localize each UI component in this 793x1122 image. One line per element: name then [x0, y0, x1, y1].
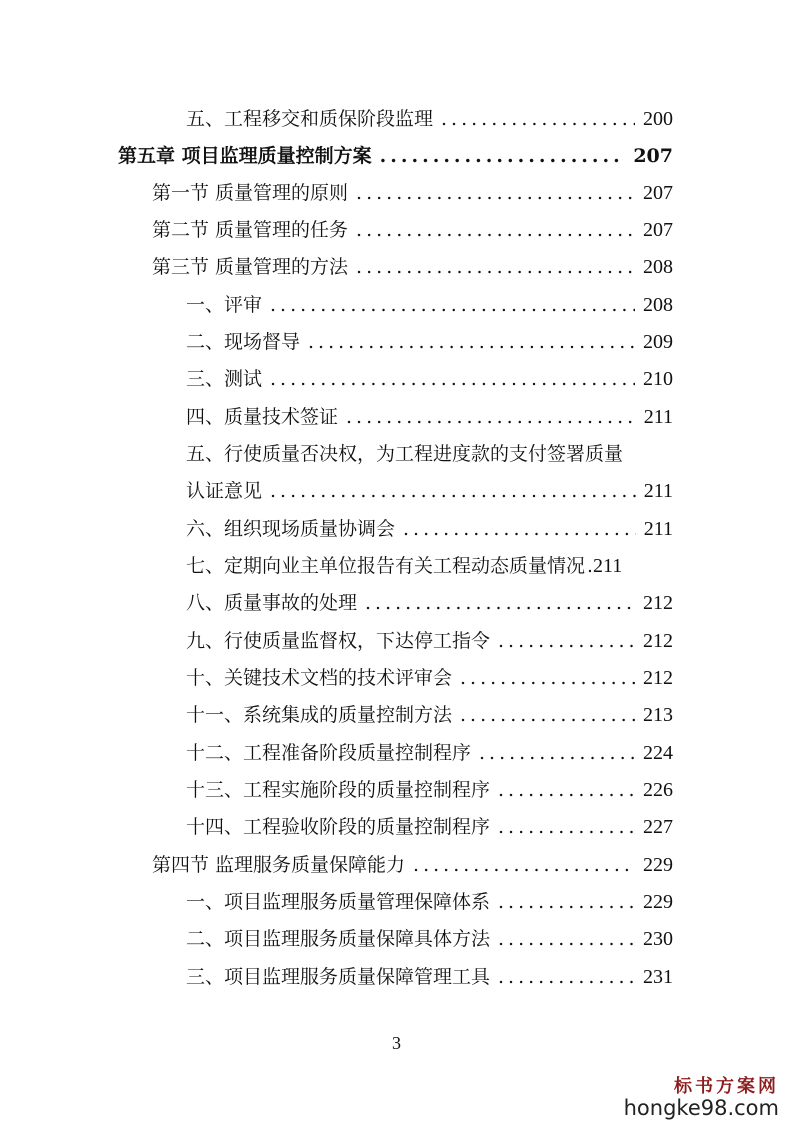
dot-leader — [498, 775, 635, 805]
toc-entry-page: 212 — [643, 592, 673, 614]
toc-entry-page: 208 — [643, 256, 673, 278]
toc-entry — [186, 327, 673, 357]
toc-section-entry — [152, 850, 673, 880]
toc-entry-page: 230 — [643, 928, 673, 950]
toc-entry-title: 二、项目监理服务质量保障具体方法 — [186, 928, 491, 950]
toc-entry — [186, 663, 673, 693]
toc-entry-title: 一、项目监理服务质量管理保障体系 — [186, 891, 491, 913]
toc-entry-title: 第二节 质量管理的任务 — [152, 219, 349, 241]
toc-entry-page: 211 — [643, 406, 673, 428]
toc-entry-title: 第一节 质量管理的原则 — [152, 182, 349, 204]
toc-entry-page: 211 — [643, 480, 673, 502]
dot-leader — [498, 812, 635, 842]
toc-entry-title: 第五章 项目监理质量控制方案 — [118, 145, 372, 167]
dot-leader — [270, 290, 635, 320]
dot-leader — [498, 626, 635, 656]
toc-entry-page: 200 — [643, 108, 673, 130]
dot-leader — [479, 738, 635, 768]
toc-entry-title: 认证意见 — [186, 480, 263, 502]
toc-entry-continuation — [186, 476, 673, 506]
toc-entry-title: 六、组织现场质量协调会 — [186, 518, 396, 540]
toc-section-entry — [152, 215, 673, 245]
toc-entry-title: 二、现场督导 — [186, 331, 301, 353]
dot-leader — [460, 700, 635, 730]
dot-leader — [587, 551, 591, 581]
dot-leader — [460, 663, 635, 693]
toc-entry-page: 227 — [643, 816, 673, 838]
dot-leader — [441, 104, 635, 134]
toc-entry-title: 四、质量技术签证 — [186, 406, 339, 428]
toc-entry-page: 207 — [633, 145, 673, 167]
toc-entry-title: 十二、工程准备阶段质量控制程序 — [186, 742, 472, 764]
toc-entry-title: 五、工程移交和质保阶段监理 — [186, 108, 434, 130]
toc-entry-page: 231 — [643, 966, 673, 988]
toc-entry-title: 九、行使质量监督权，下达停工指令 — [186, 630, 491, 652]
dot-leader — [346, 402, 636, 432]
toc-entry — [186, 551, 673, 581]
toc-entry — [186, 775, 673, 805]
toc-entry-title: 十三、工程实施阶段的质量控制程序 — [186, 779, 491, 801]
toc-entry — [186, 104, 673, 134]
toc-entry-title: 七、定期向业主单位报告有关工程动态质量情况 — [186, 555, 586, 577]
toc-entry — [186, 439, 673, 469]
dot-leader — [380, 141, 626, 171]
toc-entry-page: 229 — [643, 891, 673, 913]
toc-entry-title: 一、评审 — [186, 294, 263, 316]
toc-entry — [186, 924, 673, 954]
toc-entry-page: 211 — [593, 555, 623, 577]
watermark-logo — [624, 1072, 779, 1120]
dot-leader — [365, 588, 635, 618]
toc-section-entry — [152, 252, 673, 282]
toc-entry — [186, 514, 673, 544]
dot-leader — [413, 850, 635, 880]
toc-entry — [186, 626, 673, 656]
toc-entry — [186, 290, 673, 320]
toc-entry-page: 213 — [643, 704, 673, 726]
watermark-url-text: hongke98.com — [623, 1096, 779, 1120]
dot-leader — [270, 364, 635, 394]
toc-entry-title: 三、项目监理服务质量保障管理工具 — [186, 966, 491, 988]
toc-entry-page: 212 — [643, 667, 673, 689]
toc-entry-title: 三、测试 — [186, 368, 263, 390]
dot-leader — [403, 514, 636, 544]
toc-entry-page: 229 — [643, 854, 673, 876]
toc-entry-page: 210 — [643, 368, 673, 390]
toc-entry-title: 十四、工程验收阶段的质量控制程序 — [186, 816, 491, 838]
toc-entry-page: 207 — [643, 219, 673, 241]
toc-entry — [186, 962, 673, 992]
toc-section-entry — [152, 178, 673, 208]
toc-entry-title: 十一、系统集成的质量控制方法 — [186, 704, 453, 726]
toc-entry — [186, 364, 673, 394]
toc-entry — [186, 700, 673, 730]
toc-chapter-entry — [118, 141, 673, 171]
toc-entry-title: 十、关键技术文档的技术评审会 — [186, 667, 453, 689]
toc-entry-page: 211 — [643, 518, 673, 540]
dot-leader — [498, 962, 635, 992]
toc-entry-page: 208 — [643, 294, 673, 316]
toc-entry-title: 五、行使质量否决权，为工程进度款的支付签署质量 — [186, 443, 624, 465]
dot-leader — [498, 924, 635, 954]
toc-entry-page: 226 — [643, 779, 673, 801]
toc-entry-title: 八、质量事故的处理 — [186, 592, 358, 614]
dot-leader — [356, 215, 635, 245]
dot-leader — [356, 252, 635, 282]
toc-entry — [186, 402, 673, 432]
toc-entry — [186, 738, 673, 768]
watermark-cn-text: 标书方案网 — [674, 1076, 779, 1097]
toc-entry — [186, 812, 673, 842]
dot-leader — [270, 476, 636, 506]
toc-entry — [186, 588, 673, 618]
toc-entry-title: 第三节 质量管理的方法 — [152, 256, 349, 278]
toc-entry — [186, 887, 673, 917]
toc-entry-page: 224 — [643, 742, 673, 764]
dot-leader — [356, 178, 635, 208]
toc-entry-page: 209 — [643, 331, 673, 353]
toc-entry-title: 第四节 监理服务质量保障能力 — [152, 854, 406, 876]
toc-entry-page: 212 — [643, 630, 673, 652]
dot-leader — [308, 327, 635, 357]
dot-leader — [498, 887, 635, 917]
page-number: 3 — [392, 1033, 401, 1053]
toc-entry-page: 207 — [643, 182, 673, 204]
